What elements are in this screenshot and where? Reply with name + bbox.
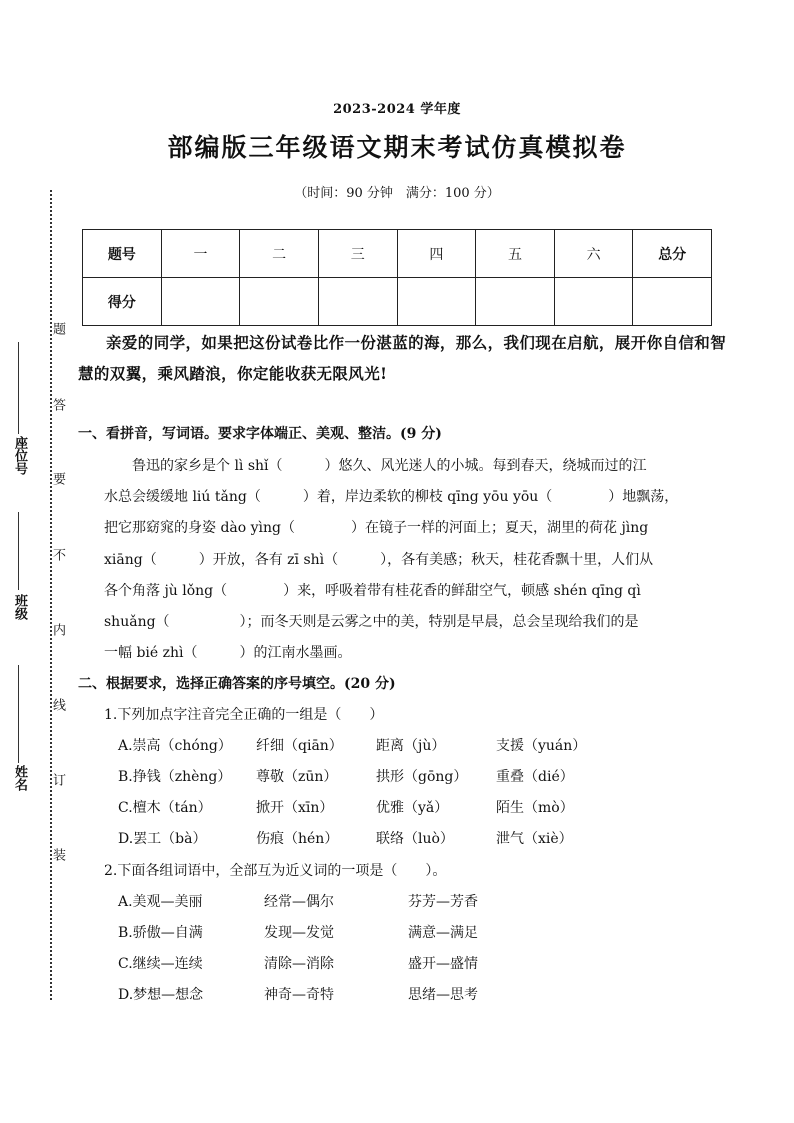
q2-option-d[interactable]: D.梦想—想念 (118, 987, 204, 1003)
q1-option-b[interactable]: B.挣钱（zhèng） (118, 769, 232, 785)
score-row-label: 得分 (83, 278, 162, 326)
question-2-stem: 2.下面各组词语中，全部互为近义词的一项是（ ）。 (104, 863, 447, 879)
margin-word-zhuang: 装 (50, 848, 65, 861)
q1-option-b-word: 拱形（gōng） (376, 769, 468, 785)
q1-option-d[interactable]: D.罢工（bà） (118, 831, 207, 847)
q1-option-b-word: 重叠（dié） (496, 769, 574, 785)
q1-option-d-word: 伤痕（hén） (256, 831, 339, 847)
passage-line: shuǎng（ ）；而冬天则是云雾之中的美，特别是早晨，总会呈现给我们的是 (104, 614, 639, 631)
q2-option-c-pair: 清除—消除 (264, 956, 334, 972)
score-cell-total[interactable] (633, 278, 712, 326)
q2-option-d-pair: 思绪—思考 (408, 987, 478, 1003)
score-cell[interactable] (161, 278, 240, 326)
margin-word-yao: 要 (50, 472, 65, 485)
header-cell-6: 六 (554, 230, 633, 278)
q2-option-c-pair: 盛开—盛情 (408, 956, 478, 972)
q1-option-a[interactable]: A.崇高（chóng） (118, 738, 232, 754)
q2-option-a[interactable]: A.美观—美丽 (118, 894, 203, 910)
q1-option-a-word: 距离（jù） (376, 738, 446, 754)
q1-option-c-word: 掀开（xīn） (256, 800, 334, 816)
q2-option-d-pair: 神奇—奇特 (264, 987, 334, 1003)
margin-word-ding: 订 (50, 773, 65, 786)
header-cell-3: 三 (318, 230, 397, 278)
score-table (82, 229, 712, 326)
seat-number-label: 座位号 (12, 436, 27, 475)
header-cell-question-number: 题号 (83, 230, 162, 278)
header-cell-4: 四 (397, 230, 476, 278)
score-table-header-row (83, 230, 712, 278)
name-blank[interactable] (18, 665, 19, 763)
section-2-title: 二、根据要求，选择正确答案的序号填空。(20 分) (78, 676, 396, 692)
q1-option-a-word: 支援（yuán） (496, 738, 587, 754)
name-label: 姓名 (12, 765, 27, 791)
exam-title: 部编版三年级语文期末考试仿真模拟卷 (167, 133, 627, 162)
binding-dotted-line (50, 190, 52, 1000)
school-year: 2023-2024 学年度 (333, 102, 461, 117)
score-cell[interactable] (397, 278, 476, 326)
q1-option-d-word: 联络（luò） (376, 831, 454, 847)
score-cell[interactable] (476, 278, 555, 326)
margin-word-nei: 内 (50, 623, 65, 636)
q1-option-c-word: 陌生（mò） (496, 800, 574, 816)
q1-option-a-word: 纤细（qiān） (256, 738, 343, 754)
score-table-score-row (83, 278, 712, 326)
q1-option-d-word: 泄气（xiè） (496, 831, 573, 847)
passage-line: xiāng（ ）开放，各有 zī shì（ ），各有美感；秋天，桂花香飘十里，人们从 (104, 551, 654, 568)
margin-word-ti: 题 (50, 322, 65, 335)
score-cell[interactable] (554, 278, 633, 326)
header-cell-5: 五 (476, 230, 555, 278)
exam-duration: （时间：90 分钟 满分：100 分） (294, 186, 500, 201)
passage-line: 一幅 bié zhì（ ）的江南水墨画。 (104, 645, 352, 662)
header-cell-2: 二 (240, 230, 319, 278)
q1-option-b-word: 尊敬（zūn） (256, 769, 338, 785)
margin-word-da: 答 (50, 398, 65, 411)
q1-option-c-word: 优雅（yǎ） (376, 800, 449, 816)
passage-line: 鲁迅的家乡是个 lì shǐ（ ）悠久、风光迷人的小城。每到春天，绕城而过的江 (104, 458, 647, 474)
class-label: 班级 (12, 594, 27, 620)
section-1-title: 一、看拼音，写词语。要求字体端正、美观、整洁。(9 分) (78, 426, 442, 442)
q2-option-b[interactable]: B.骄傲—自满 (118, 925, 203, 941)
q1-option-c[interactable]: C.檀木（tán） (118, 800, 212, 816)
intro-paragraph: 亲爱的同学，如果把这份试卷比作一份湛蓝的海，那么，我们现在启航，展开你自信和智慧的双翼，乘风踏浪，你定能收获无限风光! (78, 333, 727, 383)
question-1-stem: 1.下列加点字注音完全正确的一组是（ ） (104, 707, 384, 723)
section-1-passage (104, 451, 724, 669)
passage-line: 把它那窈窕的身姿 dào yìng（ ）在镜子一样的河面上；夏天，湖里的荷花 jìng (104, 520, 649, 537)
q2-option-b-pair: 满意—满足 (408, 925, 478, 941)
score-cell[interactable] (240, 278, 319, 326)
header-cell-1: 一 (161, 230, 240, 278)
score-cell[interactable] (318, 278, 397, 326)
margin-word-xian: 线 (50, 698, 65, 711)
passage-line: 各个角落 jù lǒng（ ）来，呼吸着带有桂花香的鲜甜空气，顿感 shén qīng qì (104, 582, 641, 599)
q2-option-c[interactable]: C.继续—连续 (118, 956, 203, 972)
seat-number-blank[interactable] (18, 342, 19, 434)
margin-word-bu: 不 (50, 548, 65, 561)
q2-option-a-pair: 经常—偶尔 (264, 894, 334, 910)
header-cell-total: 总分 (633, 230, 712, 278)
q2-option-a-pair: 芬芳—芳香 (408, 894, 478, 910)
passage-line: 水总会缓缓地 liú tǎng（ ）着，岸边柔软的柳枝 qīng yōu yōu（ ）地飘荡， (104, 489, 679, 506)
class-blank[interactable] (18, 512, 19, 590)
q2-option-b-pair: 发现—发觉 (264, 925, 334, 941)
